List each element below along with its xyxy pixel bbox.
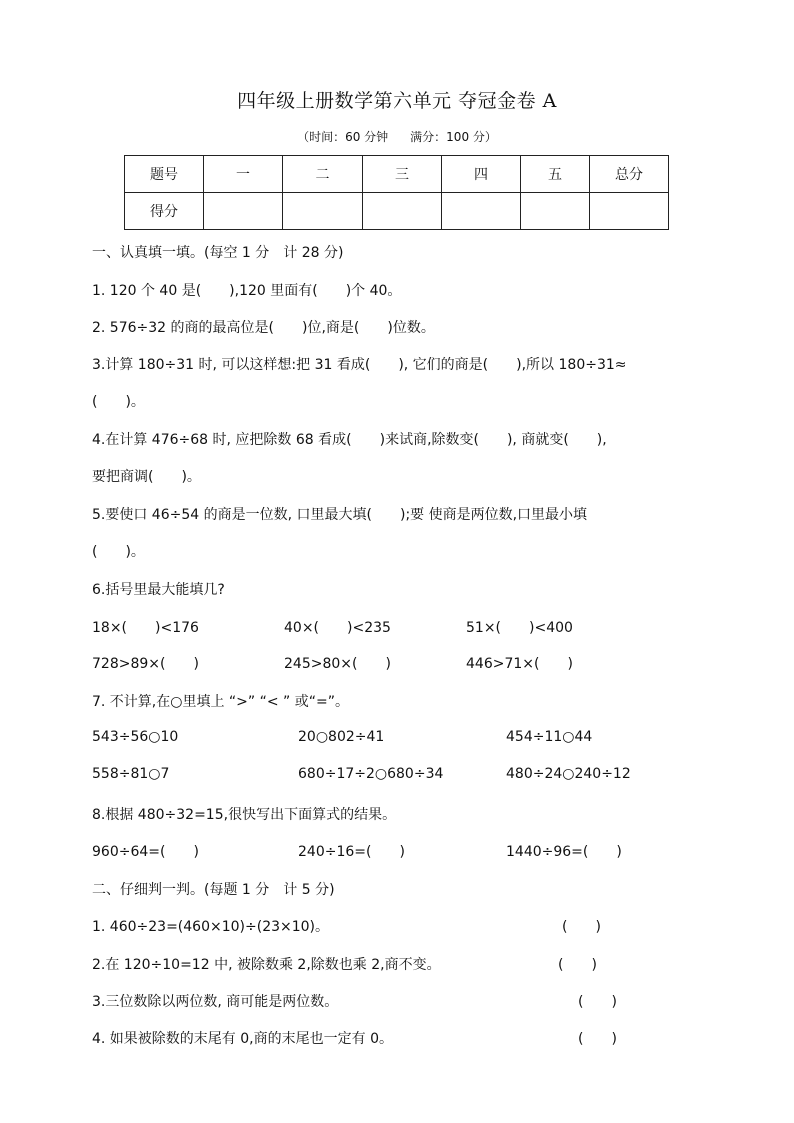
table-cell: 四 xyxy=(442,156,521,193)
full-score: 满分：100 分） xyxy=(410,130,497,144)
judge-answer-bracket[interactable]: ( ) xyxy=(578,1031,617,1047)
score-table-score-row xyxy=(125,193,669,230)
judge-item-3: 3.三位数除以两位数, 商可能是两位数。 xyxy=(92,994,339,1010)
expression: 240÷16=( ) xyxy=(298,844,405,860)
page-title: 四年级上册数学第六单元 夺冠金卷 A xyxy=(237,90,557,112)
table-cell: 五 xyxy=(521,156,590,193)
question-1: 1. 120 个 40 是( ),120 里面有( )个 40。 xyxy=(92,283,402,299)
score-entry-cell[interactable] xyxy=(363,193,442,230)
section1-heading: 一、认真填一填。(每空 1 分 计 28 分) xyxy=(92,245,344,261)
table-cell: 题号 xyxy=(125,156,204,193)
table-cell: 一 xyxy=(204,156,283,193)
score-table xyxy=(124,155,669,230)
expression: 51×( )<400 xyxy=(466,620,573,636)
score-entry-cell[interactable] xyxy=(204,193,283,230)
judge-answer-bracket[interactable]: ( ) xyxy=(562,919,601,935)
expression: 446>71×( ) xyxy=(466,656,573,672)
expression: 40×( )<235 xyxy=(284,620,391,636)
question-5-continued: ( )。 xyxy=(92,544,145,560)
score-table-header-row xyxy=(125,156,669,193)
question-3: 3.计算 180÷31 时, 可以这样想:把 31 看成( ), 它们的商是( ),所以 180÷31≈ xyxy=(92,357,627,373)
table-cell: 三 xyxy=(363,156,442,193)
section2-heading: 二、仔细判一判。(每题 1 分 计 5 分) xyxy=(92,882,335,898)
table-cell: 得分 xyxy=(125,193,204,230)
score-entry-cell[interactable] xyxy=(283,193,363,230)
expression: 680÷17÷2○680÷34 xyxy=(298,766,444,782)
judge-answer-bracket[interactable]: ( ) xyxy=(578,994,617,1010)
expression: 558÷81○7 xyxy=(92,766,170,782)
judge-item-2: 2.在 120÷10=12 中, 被除数乘 2,除数也乘 2,商不变。 xyxy=(92,957,441,973)
question-8: 8.根据 480÷32=15,很快写出下面算式的结果。 xyxy=(92,807,397,823)
table-cell: 总分 xyxy=(590,156,669,193)
score-entry-cell[interactable] xyxy=(442,193,521,230)
question-3-continued: ( )。 xyxy=(92,394,145,410)
expression: 728>89×( ) xyxy=(92,656,199,672)
judge-item-1: 1. 460÷23=(460×10)÷(23×10)。 xyxy=(92,919,330,935)
question-6: 6.括号里最大能填几? xyxy=(92,582,225,598)
expression: 245>80×( ) xyxy=(284,656,391,672)
expression: 20○802÷41 xyxy=(298,729,385,745)
question-4-continued: 要把商调( )。 xyxy=(92,469,201,485)
score-entry-cell[interactable] xyxy=(521,193,590,230)
time-limit: （时间：60 分钟 xyxy=(297,130,389,144)
expression: 454÷11○44 xyxy=(506,729,593,745)
judge-item-4: 4. 如果被除数的末尾有 0,商的末尾也一定有 0。 xyxy=(92,1031,393,1047)
expression: 543÷56○10 xyxy=(92,729,179,745)
question-5: 5.要使口 46÷54 的商是一位数, 口里最大填( );要 使商是两位数,口里最小填 xyxy=(92,507,588,523)
expression: 1440÷96=( ) xyxy=(506,844,622,860)
judge-answer-bracket[interactable]: ( ) xyxy=(558,957,597,973)
question-2: 2. 576÷32 的商的最高位是( )位,商是( )位数。 xyxy=(92,320,435,336)
expression: 18×( )<176 xyxy=(92,620,199,636)
expression: 960÷64=( ) xyxy=(92,844,199,860)
page-subtitle xyxy=(0,128,794,145)
expression: 480÷24○240÷12 xyxy=(506,766,631,782)
score-entry-cell[interactable] xyxy=(590,193,669,230)
table-cell: 二 xyxy=(283,156,363,193)
question-7: 7. 不计算,在○里填上 “>” “< ” 或“=”。 xyxy=(92,694,349,710)
question-4: 4.在计算 476÷68 时, 应把除数 68 看成( )来试商,除数变( ), 商就变( ), xyxy=(92,432,607,448)
